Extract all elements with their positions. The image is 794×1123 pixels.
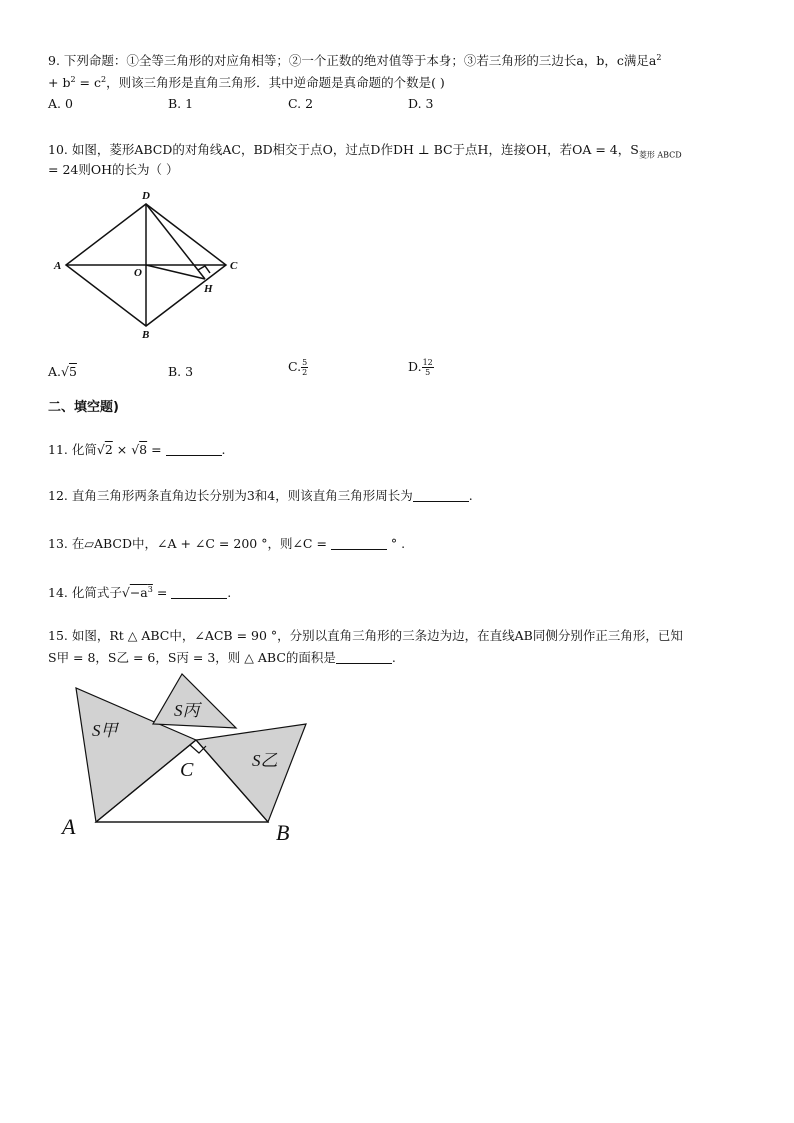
label-o: O <box>134 267 142 279</box>
section-heading: 二、填空题) <box>48 400 119 415</box>
q10-option-c-prefix: C. <box>288 359 302 374</box>
rhombus-figure <box>48 186 258 346</box>
q10-option-a-radicand: 5 <box>68 364 77 379</box>
q15-line2-text: S甲 = 8，S乙 = 6，S丙 = 3，则 △ ABC的面积是 <box>48 650 336 665</box>
q9-line2-sup2: 2 <box>100 75 107 84</box>
label-b: B <box>276 820 290 845</box>
q10-option-d-num: 12 <box>422 358 433 367</box>
q14: 14. 化简式子$√-a^3$ = . <box>48 585 232 601</box>
q10-line1 <box>48 142 682 164</box>
q14-answer-blank[interactable] <box>171 586 227 599</box>
q11-answer-blank[interactable] <box>166 443 222 456</box>
label-h: H <box>204 283 213 295</box>
q10-option-b: B. 3 <box>168 364 194 379</box>
q13-text: 13. 在▱ABCD中，∠A + ∠C = 200 °，则∠C = <box>48 536 327 551</box>
q11-radicand-1: 2 <box>104 442 113 457</box>
q14-eq: = <box>152 585 172 601</box>
label-s-jia: S甲 <box>92 721 118 740</box>
label-c: C <box>230 260 238 272</box>
q11-eq: = <box>147 442 166 457</box>
q11: 11. 化简√2 × √8 = . <box>48 442 226 457</box>
label-d: D <box>142 190 150 202</box>
q12 <box>48 488 473 504</box>
q15-answer-blank[interactable] <box>336 651 392 664</box>
q9-line1-text: 9. 下列命题：①全等三角形的对应角相等；②一个正数的绝对值等于本身；③若三角形的三边长a，b，c满足a <box>48 53 657 69</box>
q10-option-d-den: 5 <box>425 368 431 377</box>
q11-radicand-2: 8 <box>139 442 148 457</box>
label-a: A <box>54 260 62 272</box>
q9-line2-c: ，则该三角形是直角三角形．其中逆命题是真命题的个数是( ) <box>106 75 445 91</box>
q9-line1 <box>48 50 661 69</box>
q13 <box>48 536 405 552</box>
q15-line2 <box>48 650 396 666</box>
q10-option-d-prefix: D. <box>408 359 422 374</box>
q10-option-c-den: 2 <box>302 368 308 377</box>
q9-option-a: A. 0 <box>48 96 73 111</box>
q13-end: ° . <box>386 536 406 551</box>
q12-text: 12. 直角三角形两条直角边长分别为3和4，则该直角三角形周长为 <box>48 488 413 503</box>
q13-answer-blank[interactable] <box>331 537 387 550</box>
q9-option-c: C. 2 <box>288 96 314 111</box>
q10-option-a-prefix: A. <box>48 364 62 379</box>
q15-end: . <box>391 650 396 665</box>
q10-option-c-num: 5 <box>302 358 308 367</box>
q9-line2 <box>48 72 445 91</box>
q14-end: . <box>227 585 232 601</box>
q9-line2-b: = c <box>75 75 101 91</box>
q15-line1: 15. 如图，Rt △ ABC中，∠ACB = 90 °，分别以直角三角形的三条边为边，在直线AB同侧分别作正三角形，已知 <box>48 628 683 643</box>
q14-prefix: 14. 化简式子 <box>48 585 122 601</box>
label-b: B <box>142 329 150 341</box>
q10-line1-text: 10. 如图，菱形ABCD的对角线AC，BD相交于点O，过点D作DH ⊥ BC于点H，连接OH，若OA = 4，S <box>48 142 639 157</box>
q10-option-d <box>408 358 434 377</box>
q14-radicand-exp: 3 <box>147 585 153 594</box>
q10-line1-sub: 菱形 ABCD <box>638 150 682 160</box>
q9-option-b: B. 1 <box>168 96 194 111</box>
q9-line1-sup: 2 <box>656 53 662 62</box>
q12-end: . <box>468 488 473 503</box>
q9-line2-sup1: 2 <box>70 75 76 84</box>
q10-option-d-fraction <box>422 358 434 377</box>
q10-line2: = 24则OH的长为（ ） <box>48 162 179 177</box>
label-a: A <box>62 814 76 839</box>
q9-line2-a: + b <box>48 75 71 91</box>
q11-prefix: 11. 化简 <box>48 442 97 457</box>
q10-option-a: A.√5 <box>48 364 77 379</box>
q14-radicand-base: −a <box>129 585 148 601</box>
q11-end: . <box>221 442 226 457</box>
label-s-bing: S丙 <box>174 701 200 720</box>
q14-radicand <box>130 585 153 600</box>
q11-times: × <box>112 442 132 457</box>
q10-option-c <box>288 358 308 377</box>
label-c: C <box>180 759 194 781</box>
q12-answer-blank[interactable] <box>413 489 469 502</box>
q9-option-d: D. 3 <box>408 96 434 111</box>
triangle-figure <box>48 668 328 848</box>
label-s-yi: S乙 <box>252 751 278 770</box>
q10-option-c-fraction <box>301 358 308 377</box>
